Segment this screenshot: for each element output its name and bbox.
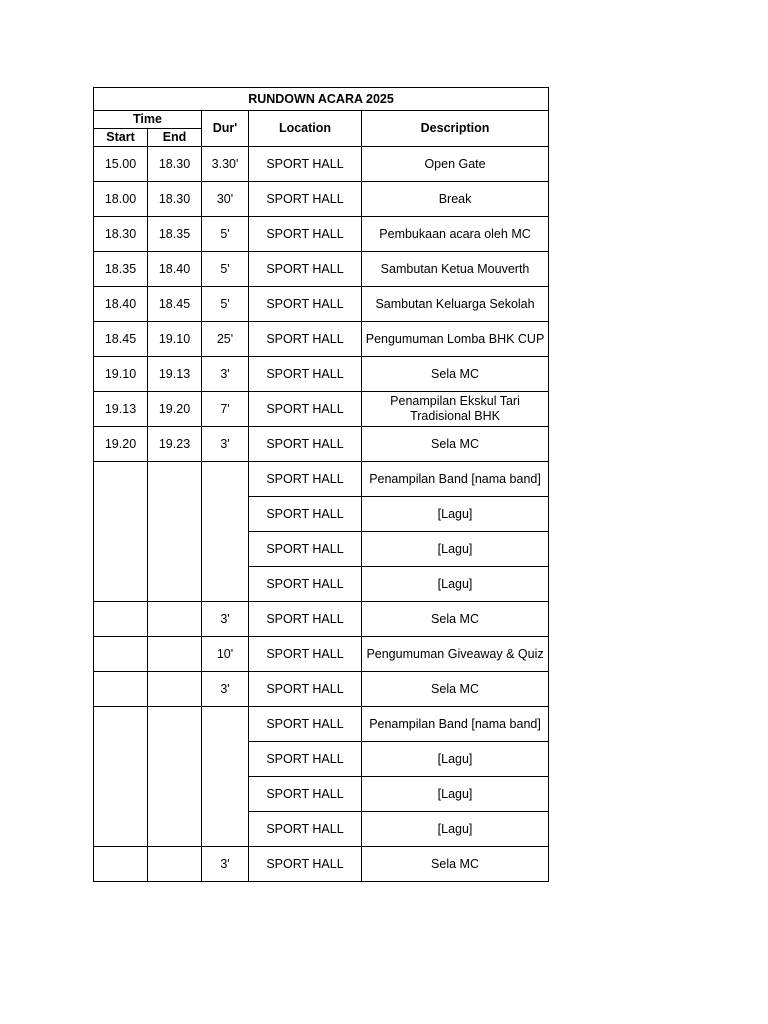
location-cell: SPORT HALL — [249, 182, 362, 217]
start-cell-merged — [94, 462, 148, 602]
start-cell — [94, 847, 148, 882]
duration-cell: 5' — [202, 287, 249, 322]
table-row — [94, 602, 549, 637]
start-cell: 18.30 — [94, 217, 148, 252]
start-cell: 19.20 — [94, 427, 148, 462]
start-cell — [94, 602, 148, 637]
location-cell: SPORT HALL — [249, 637, 362, 672]
table-title: RUNDOWN ACARA 2025 — [94, 88, 549, 111]
location-cell: SPORT HALL — [249, 672, 362, 707]
duration-cell: 3' — [202, 672, 249, 707]
start-cell: 15.00 — [94, 147, 148, 182]
header-description: Description — [362, 111, 549, 147]
description-cell: Pengumuman Giveaway & Quiz — [362, 637, 549, 672]
description-cell: [Lagu] — [362, 742, 549, 777]
header-end: End — [148, 129, 202, 147]
table-row — [94, 427, 549, 462]
location-cell: SPORT HALL — [249, 287, 362, 322]
description-cell: Sela MC — [362, 847, 549, 882]
location-cell: SPORT HALL — [249, 777, 362, 812]
duration-cell-merged — [202, 462, 249, 602]
duration-cell: 3' — [202, 602, 249, 637]
end-cell: 18.45 — [148, 287, 202, 322]
table-row — [94, 672, 549, 707]
rundown-table — [93, 87, 549, 882]
description-cell: Sambutan Ketua Mouverth — [362, 252, 549, 287]
duration-cell: 7' — [202, 392, 249, 427]
description-cell: Break — [362, 182, 549, 217]
duration-cell-merged — [202, 707, 249, 847]
table-row — [94, 252, 549, 287]
table-row — [94, 357, 549, 392]
description-cell: Open Gate — [362, 147, 549, 182]
description-cell: [Lagu] — [362, 777, 549, 812]
description-cell: Penampilan Band [nama band] — [362, 707, 549, 742]
table-row — [94, 462, 549, 497]
description-cell: [Lagu] — [362, 567, 549, 602]
location-cell: SPORT HALL — [249, 567, 362, 602]
header-time: Time — [94, 111, 202, 129]
duration-cell: 3' — [202, 427, 249, 462]
table-row — [94, 287, 549, 322]
location-cell: SPORT HALL — [249, 602, 362, 637]
header-location: Location — [249, 111, 362, 147]
description-cell: Sambutan Keluarga Sekolah — [362, 287, 549, 322]
end-cell: 19.20 — [148, 392, 202, 427]
start-cell: 18.35 — [94, 252, 148, 287]
start-cell: 19.13 — [94, 392, 148, 427]
start-cell: 18.45 — [94, 322, 148, 357]
duration-cell: 25' — [202, 322, 249, 357]
duration-cell: 10' — [202, 637, 249, 672]
duration-cell: 30' — [202, 182, 249, 217]
table-row — [94, 182, 549, 217]
description-cell: Sela MC — [362, 357, 549, 392]
end-cell — [148, 602, 202, 637]
end-cell — [148, 847, 202, 882]
description-cell: [Lagu] — [362, 532, 549, 567]
table-row — [94, 147, 549, 182]
end-cell: 19.10 — [148, 322, 202, 357]
table-row — [94, 392, 549, 427]
end-cell: 18.30 — [148, 182, 202, 217]
description-cell: [Lagu] — [362, 812, 549, 847]
location-cell: SPORT HALL — [249, 462, 362, 497]
end-cell: 18.35 — [148, 217, 202, 252]
header-duration: Dur' — [202, 111, 249, 147]
table-row — [94, 217, 549, 252]
location-cell: SPORT HALL — [249, 427, 362, 462]
description-cell: Sela MC — [362, 427, 549, 462]
duration-cell: 3' — [202, 357, 249, 392]
end-cell: 18.30 — [148, 147, 202, 182]
start-cell: 18.00 — [94, 182, 148, 217]
duration-cell: 3.30' — [202, 147, 249, 182]
description-cell: Pembukaan acara oleh MC — [362, 217, 549, 252]
description-cell: Pengumuman Lomba BHK CUP — [362, 322, 549, 357]
description-cell: Penampilan Band [nama band] — [362, 462, 549, 497]
table-row — [94, 847, 549, 882]
end-cell-merged — [148, 707, 202, 847]
location-cell: SPORT HALL — [249, 322, 362, 357]
description-cell: Penampilan Ekskul Tari Tradisional BHK — [362, 392, 549, 427]
location-cell: SPORT HALL — [249, 812, 362, 847]
location-cell: SPORT HALL — [249, 532, 362, 567]
duration-cell: 5' — [202, 252, 249, 287]
table-row — [94, 637, 549, 672]
location-cell: SPORT HALL — [249, 742, 362, 777]
location-cell: SPORT HALL — [249, 392, 362, 427]
location-cell: SPORT HALL — [249, 252, 362, 287]
table-row — [94, 322, 549, 357]
start-cell: 19.10 — [94, 357, 148, 392]
end-cell: 19.13 — [148, 357, 202, 392]
start-cell-merged — [94, 707, 148, 847]
description-cell: Sela MC — [362, 602, 549, 637]
header-start: Start — [94, 129, 148, 147]
start-cell — [94, 637, 148, 672]
end-cell: 19.23 — [148, 427, 202, 462]
location-cell: SPORT HALL — [249, 217, 362, 252]
location-cell: SPORT HALL — [249, 357, 362, 392]
end-cell: 18.40 — [148, 252, 202, 287]
duration-cell: 5' — [202, 217, 249, 252]
table-row — [94, 707, 549, 742]
description-cell: Sela MC — [362, 672, 549, 707]
duration-cell: 3' — [202, 847, 249, 882]
end-cell — [148, 637, 202, 672]
start-cell: 18.40 — [94, 287, 148, 322]
start-cell — [94, 672, 148, 707]
end-cell — [148, 672, 202, 707]
end-cell-merged — [148, 462, 202, 602]
location-cell: SPORT HALL — [249, 497, 362, 532]
description-cell: [Lagu] — [362, 497, 549, 532]
location-cell: SPORT HALL — [249, 847, 362, 882]
location-cell: SPORT HALL — [249, 707, 362, 742]
location-cell: SPORT HALL — [249, 147, 362, 182]
